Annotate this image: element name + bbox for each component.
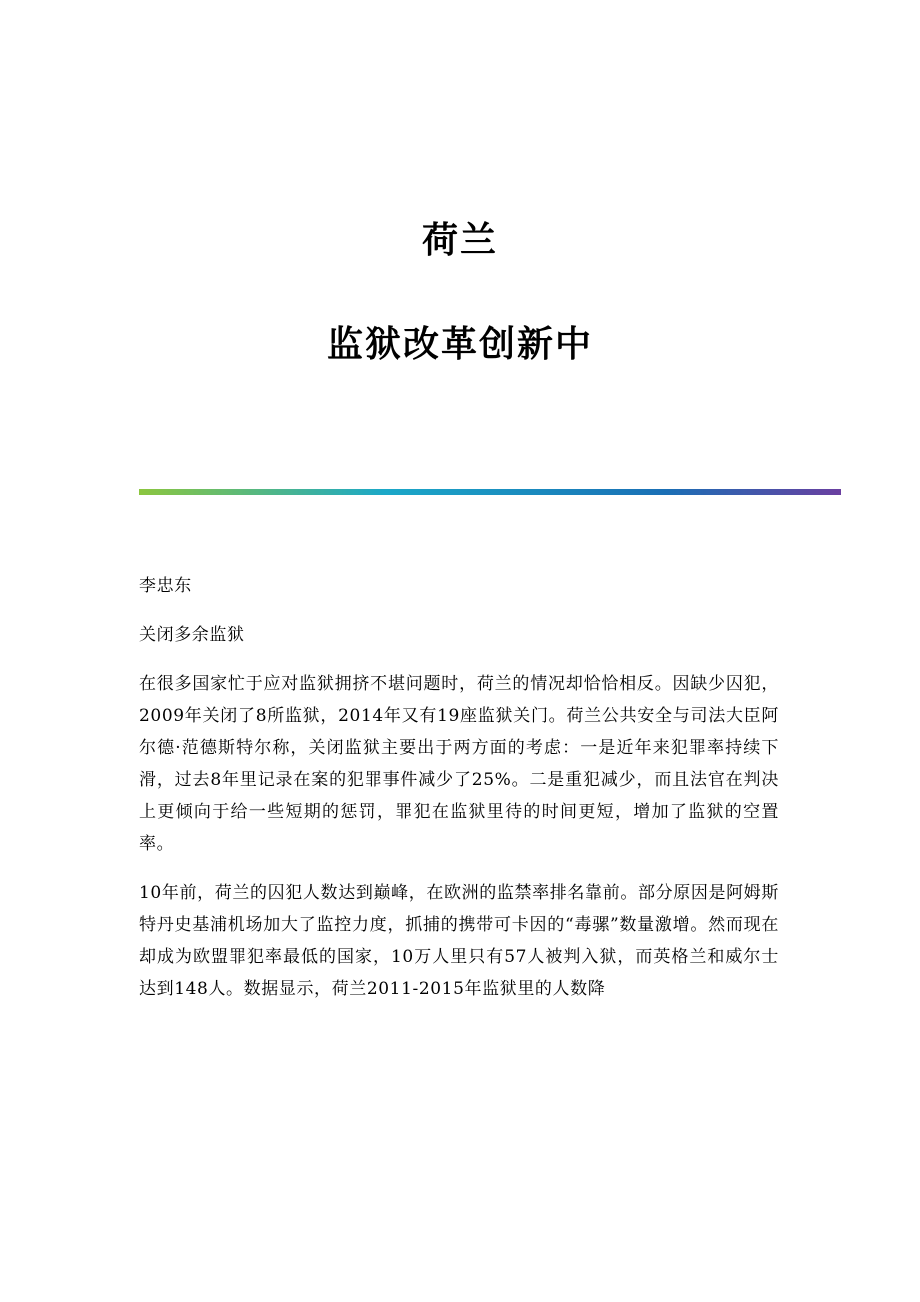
gradient-divider — [139, 489, 841, 495]
paragraph: 10年前，荷兰的囚犯人数达到巅峰，在欧洲的监禁率排名靠前。部分原因是阿姆斯特丹史基浦机场加大了监控力度，抓捕的携带可卡因的“毒骡”数量激增。然而现在却成为欧盟罪犯率最低的国家，10万人里只有57人被判入狱，而英格兰和威尔士达到148人。数据显示，荷兰2011-2015年监狱里的人数降 — [139, 883, 779, 999]
title-subject: 监狱改革创新中 — [326, 323, 593, 365]
article-body — [139, 570, 779, 1022]
author-name: 李忠东 — [139, 576, 192, 596]
section-heading: 关闭多余监狱 — [139, 625, 245, 645]
paragraph: 在很多国家忙于应对监狱拥挤不堪问题时，荷兰的情况却恰恰相反。因缺少囚犯，2009年关闭了8所监狱，2014年又有19座监狱关门。荷兰公共安全与司法大臣阿尔德·范德斯特尔称，关闭监狱主要出于两方面的考虑：一是近年来犯罪率持续下滑，过去8年里记录在案的犯罪事件减少了25%。二是重犯减少，而且法官在判决上更倾向于给一些短期的惩罚，罪犯在监狱里待的时间更短，增加了监狱的空置率。 — [139, 674, 779, 854]
title-country: 荷兰 — [421, 219, 498, 261]
